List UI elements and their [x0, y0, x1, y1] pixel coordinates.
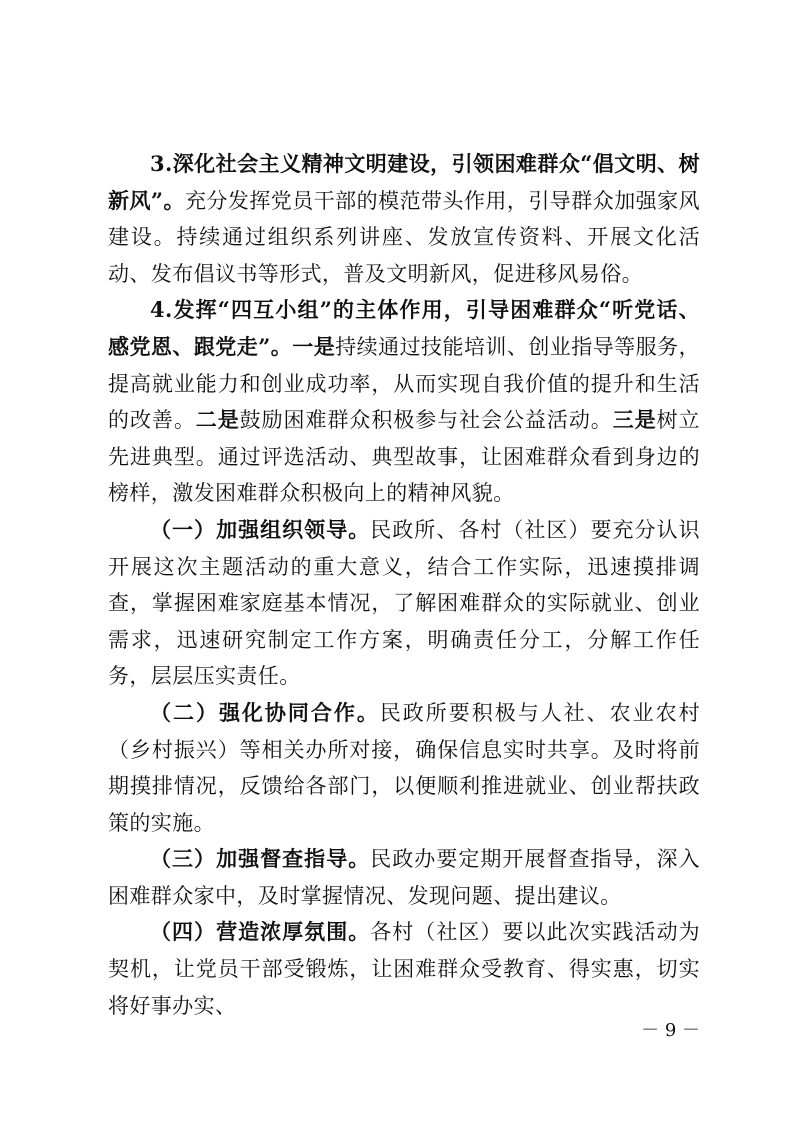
measure-lead: （一）加强组织领导。: [150, 516, 371, 542]
measure-1: [108, 512, 700, 695]
paragraph-lead: 4.发挥“四互小组”的主体作用，引导困难群众“听党话、感党恩、跟党走”。: [108, 297, 700, 359]
document-body: [108, 146, 700, 1024]
measure-3: [108, 841, 700, 914]
measure-lead: （二）强化协同合作。: [150, 699, 380, 725]
paragraph-lead: 3.深化社会主义精神文明建设，引领困难群众“倡文明、树新风”。: [108, 151, 700, 213]
enum-marker: 三是: [612, 407, 657, 433]
measure-4: [108, 914, 700, 1024]
paragraph-text: 充分发挥党员干部的模范带头作用，引导群众加强家风建设。持续通过组织系列讲座、发放宣传资料、开展文化活动、发布倡议书等形式，普及文明新风，促进移风易俗。: [108, 188, 700, 286]
measure-2: [108, 695, 700, 841]
measure-text: 民政所、各村（社区）要充分认识开展这次主题活动的重大意义，结合工作实际，迅速摸排调查，掌握困难家庭基本情况，了解困难群众的实际就业、创业需求，迅速研究制定工作方案，明确责任分工，分解工作任务，层层压实责任。: [108, 517, 700, 689]
measure-text: 各村（社区）要以此次实践活动为契机，让党员干部受锻炼，让困难群众受教育、得实惠，切实将好事办实、: [108, 920, 700, 1018]
measure-lead: （三）加强督查指导。: [150, 846, 371, 872]
measure-text: 民政所要积极与人社、农业农村（乡村振兴）等相关办所对接，确保信息实时共享。及时将前期摸排情况，反馈给各部门，以便顺利推进就业、创业帮扶政策的实施。: [108, 700, 700, 835]
paragraph-text: 树立先进典型。通过评选活动、典型故事，让困难群众看到身边的榜样，激发困难群众积极向上的精神风貌。: [108, 408, 700, 506]
paragraph-4: [108, 292, 700, 512]
enum-marker: 一是: [292, 333, 336, 359]
paragraph-3: [108, 146, 700, 292]
paragraph-text: 鼓励困难群众积极参与社会公益活动。: [239, 408, 613, 433]
measure-lead: （四）营造浓厚氛围。: [150, 919, 371, 945]
paragraph-text: 持续通过技能培训、创业指导等服务，提高就业能力和创业成功率，从而实现自我价值的提升和生活的改善。: [108, 334, 700, 433]
measure-text: 民政办要定期开展督查指导，深入困难群众家中，及时掌握情况、发现问题、提出建议。: [108, 847, 700, 908]
page-number: － 9 －: [641, 1020, 700, 1041]
enum-marker: 二是: [195, 407, 240, 433]
